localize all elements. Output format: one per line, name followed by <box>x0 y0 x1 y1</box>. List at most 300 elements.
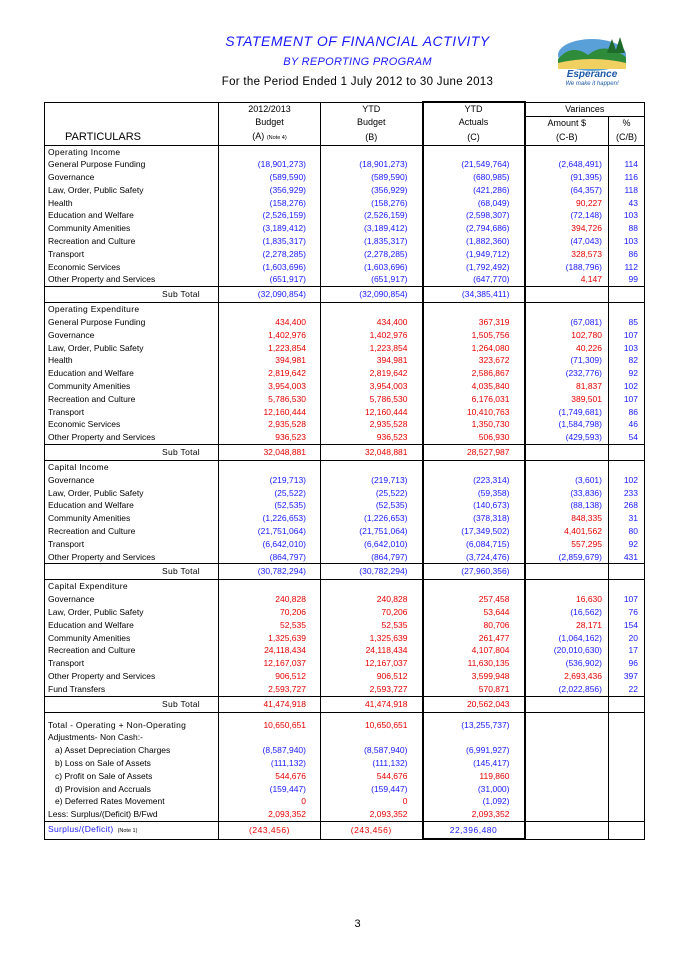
row-label: Governance <box>45 171 219 184</box>
row-label: Transport <box>45 406 219 419</box>
ytd-actual-cell: (17,349,502) <box>423 525 525 538</box>
ytd-actual-cell: (27,960,356) <box>423 564 525 580</box>
row-label: Health <box>45 354 219 367</box>
row-label: b) Loss on Sale of Assets <box>45 757 219 770</box>
section-title-row <box>45 145 645 158</box>
table-row <box>45 538 645 551</box>
budget-cell: (158,276) <box>219 197 321 210</box>
less-bfwd-row <box>45 808 645 821</box>
ytd-budget-cell: (1,603,696) <box>321 261 423 274</box>
budget-col-letter: (A) <box>252 130 265 141</box>
variance-pct-cell <box>609 287 645 303</box>
ytd-actual-header-1: YTD <box>423 102 525 116</box>
variance-amount-cell <box>525 821 609 839</box>
row-label: Transport <box>45 657 219 670</box>
variance-amount-cell <box>525 287 609 303</box>
ytd-actual-cell: 4,107,804 <box>423 644 525 657</box>
variances-header: Variances <box>525 102 645 116</box>
variance-pct-cell <box>609 795 645 808</box>
budget-cell: (8,587,940) <box>219 744 321 757</box>
ytd-budget-cell: (219,713) <box>321 474 423 487</box>
ytd-budget-cell: 70,206 <box>321 606 423 619</box>
row-label: Education and Welfare <box>45 367 219 380</box>
table-row <box>45 209 645 222</box>
ytd-budget-cell: 24,118,434 <box>321 644 423 657</box>
ytd-budget-cell: (111,132) <box>321 757 423 770</box>
variance-amount-cell: (2,022,856) <box>558 683 602 694</box>
variance-pct-cell: 99 <box>609 273 645 286</box>
variance-pct-cell <box>609 145 645 158</box>
budget-cell: (1,835,317) <box>219 235 321 248</box>
ytd-budget-cell: (589,590) <box>321 171 423 184</box>
ytd-budget-cell: (864,797) <box>321 551 423 564</box>
ytd-actual-cell: (34,385,411) <box>423 287 525 303</box>
ytd-actual-cell: (1,792,492) <box>423 261 525 274</box>
variance-amount-cell <box>525 461 609 474</box>
variance-pct-cell <box>609 808 645 821</box>
budget-cell: 2,819,642 <box>219 367 321 380</box>
row-label: Community Amenities <box>45 512 219 525</box>
variance-pct-cell: 85 <box>609 316 645 329</box>
ytd-budget-cell: (651,917) <box>321 273 423 286</box>
variance-amount-cell <box>525 757 609 770</box>
row-label: Economic Services <box>45 261 219 274</box>
budget-cell: 936,523 <box>219 431 321 444</box>
ytd-actual-cell: 323,672 <box>423 354 525 367</box>
variance-amount-cell: (1,064,162) <box>558 632 602 643</box>
variance-amount-cell: 40,226 <box>576 342 602 353</box>
row-label: e) Deferred Rates Movement <box>45 795 219 808</box>
budget-cell: (6,642,010) <box>219 538 321 551</box>
variance-amount-cell <box>525 580 609 593</box>
ytd-budget-cell: 936,523 <box>321 431 423 444</box>
ytd-budget-cell: (1,226,653) <box>321 512 423 525</box>
ytd-actual-cell: 10,410,763 <box>423 406 525 419</box>
row-label: Recreation and Culture <box>45 393 219 406</box>
subtotal-label: Sub Total <box>45 287 219 303</box>
ytd-budget-cell: 1,325,639 <box>321 632 423 645</box>
table-row <box>45 248 645 261</box>
section-title-row <box>45 580 645 593</box>
table-row <box>45 487 645 500</box>
row-label: Community Amenities <box>45 222 219 235</box>
amount-header-2: (C-B) <box>525 130 609 146</box>
adjustment-row <box>45 783 645 796</box>
ytd-actual-cell: 28,527,987 <box>423 445 525 461</box>
variance-pct-cell: 268 <box>609 499 645 512</box>
row-label: Law, Order, Public Safety <box>45 342 219 355</box>
ytd-budget-header-1: YTD <box>321 102 423 116</box>
adjustments-label-row <box>45 731 645 744</box>
ytd-actual-cell: 119,860 <box>423 770 525 783</box>
variance-pct-cell: 80 <box>609 525 645 538</box>
variance-amount-cell: (2,859,679) <box>558 551 602 562</box>
variance-amount-cell: (91,395) <box>570 172 602 183</box>
variance-pct-cell: 88 <box>609 222 645 235</box>
budget-cell: (52,535) <box>219 499 321 512</box>
row-label: Community Amenities <box>45 380 219 393</box>
table-row <box>45 393 645 406</box>
ytd-budget-cell: 12,167,037 <box>321 657 423 670</box>
variance-pct-cell: 431 <box>609 551 645 564</box>
ytd-budget-cell: (2,278,285) <box>321 248 423 261</box>
variance-pct-cell: 103 <box>609 235 645 248</box>
row-label: c) Profit on Sale of Assets <box>45 770 219 783</box>
logo-tagline: We make it happen! <box>565 81 619 87</box>
variance-pct-cell <box>609 564 645 580</box>
pct-header-2: (C/B) <box>609 130 645 146</box>
ytd-actual-cell <box>423 145 525 158</box>
variance-pct-cell: 112 <box>609 261 645 274</box>
row-label: Recreation and Culture <box>45 525 219 538</box>
ytd-budget-cell: (3,189,412) <box>321 222 423 235</box>
ytd-actual-header-2: Actuals <box>423 116 525 130</box>
ytd-actual-cell: 2,093,352 <box>423 808 525 821</box>
budget-cell: 24,118,434 <box>219 644 321 657</box>
ytd-actual-cell: 1,505,756 <box>423 329 525 342</box>
amount-header-1: Amount $ <box>547 117 587 128</box>
ytd-actual-cell: (145,417) <box>423 757 525 770</box>
table-row <box>45 367 645 380</box>
ytd-actual-cell: (680,985) <box>423 171 525 184</box>
table-row <box>45 235 645 248</box>
budget-cell: (1,226,653) <box>219 512 321 525</box>
variance-amount-cell: 557,295 <box>571 538 602 549</box>
ytd-budget-cell: (159,447) <box>321 783 423 796</box>
subtotal-row <box>45 287 645 303</box>
ytd-actual-cell: (59,358) <box>423 487 525 500</box>
ytd-budget-cell: 41,474,918 <box>321 696 423 712</box>
variance-pct-cell: 22 <box>609 683 645 696</box>
ytd-actual-cell: (2,794,686) <box>423 222 525 235</box>
ytd-budget-cell: (1,835,317) <box>321 235 423 248</box>
variance-pct-cell: 114 <box>609 158 645 171</box>
table-row <box>45 499 645 512</box>
ytd-budget-cell <box>321 145 423 158</box>
blank-header-cell <box>45 116 219 130</box>
ytd-budget-cell: 544,676 <box>321 770 423 783</box>
variance-amount-cell: 4,401,562 <box>564 526 602 537</box>
table-row <box>45 222 645 235</box>
variance-amount-cell: (188,796) <box>565 261 602 272</box>
row-label: Recreation and Culture <box>45 235 219 248</box>
variance-amount-cell: (33,836) <box>570 487 602 498</box>
ytd-budget-cell <box>321 303 423 316</box>
section-title: Capital Expenditure <box>45 580 219 593</box>
ytd-budget-cell: (8,587,940) <box>321 744 423 757</box>
budget-cell: (1,603,696) <box>219 261 321 274</box>
variance-amount-cell: 389,501 <box>571 393 602 404</box>
ytd-budget-cell: (52,535) <box>321 499 423 512</box>
ytd-budget-cell: 52,535 <box>321 619 423 632</box>
table-body <box>45 102 645 839</box>
row-label: Transport <box>45 248 219 261</box>
budget-cell: 2,593,727 <box>219 683 321 696</box>
row-label: Other Property and Services <box>45 670 219 683</box>
row-label: a) Asset Depreciation Charges <box>45 744 219 757</box>
ytd-budget-cell: 2,093,352 <box>321 808 423 821</box>
ytd-budget-cell: 2,593,727 <box>321 683 423 696</box>
budget-cell: (21,751,064) <box>219 525 321 538</box>
variance-pct-cell: 31 <box>609 512 645 525</box>
variance-pct-cell <box>609 580 645 593</box>
row-label: Education and Welfare <box>45 209 219 222</box>
header-row-3 <box>45 130 645 146</box>
ytd-actual-cell: (223,314) <box>423 474 525 487</box>
ytd-actual-cell: (1,882,360) <box>423 235 525 248</box>
table-row <box>45 329 645 342</box>
table-row <box>45 261 645 274</box>
row-label: Other Property and Services <box>45 551 219 564</box>
header-row-1 <box>45 102 645 116</box>
particulars-header: PARTICULARS <box>45 130 219 146</box>
ytd-budget-cell: 10,650,651 <box>321 719 423 732</box>
budget-cell: 12,160,444 <box>219 406 321 419</box>
budget-cell: (864,797) <box>219 551 321 564</box>
variance-amount-cell: (1,584,798) <box>558 419 602 430</box>
table-row <box>45 380 645 393</box>
variance-amount-cell: (71,309) <box>570 355 602 366</box>
budget-cell: 0 <box>219 795 321 808</box>
variance-pct-cell: 107 <box>609 393 645 406</box>
ytd-actual-cell: 22,396,480 <box>423 821 525 839</box>
variance-pct-cell: 17 <box>609 644 645 657</box>
variance-amount-cell: 2,693,436 <box>564 670 602 681</box>
ytd-actual-cell: 367,319 <box>423 316 525 329</box>
ytd-actual-cell: 3,599,948 <box>423 670 525 683</box>
ytd-budget-cell: 0 <box>321 795 423 808</box>
ytd-budget-cell: 3,954,003 <box>321 380 423 393</box>
budget-cell: (219,713) <box>219 474 321 487</box>
row-label: Education and Welfare <box>45 499 219 512</box>
variance-amount-cell: 81,837 <box>576 381 602 392</box>
ytd-actual-cell: (6,084,715) <box>423 538 525 551</box>
total-row <box>45 719 645 732</box>
variance-pct-cell: 96 <box>609 657 645 670</box>
ytd-actual-cell: 53,644 <box>423 606 525 619</box>
table-row <box>45 316 645 329</box>
variance-amount-cell: (1,749,681) <box>558 406 602 417</box>
ytd-budget-cell: 32,048,881 <box>321 445 423 461</box>
budget-cell: 1,325,639 <box>219 632 321 645</box>
table-row <box>45 619 645 632</box>
row-label: Law, Order, Public Safety <box>45 184 219 197</box>
row-label: Community Amenities <box>45 632 219 645</box>
budget-cell <box>219 731 321 744</box>
surplus-note: (Note 1) <box>117 827 138 834</box>
variance-amount-cell: 848,335 <box>571 513 602 524</box>
adjustment-row <box>45 744 645 757</box>
ytd-actual-cell: 4,035,840 <box>423 380 525 393</box>
budget-cell: (18,901,273) <box>219 158 321 171</box>
variance-amount-cell: (3,601) <box>575 474 602 485</box>
subtotal-row <box>45 445 645 461</box>
ytd-budget-cell: 240,828 <box>321 593 423 606</box>
subtotal-label: Sub Total <box>45 445 219 461</box>
variance-amount-cell <box>525 808 609 821</box>
ytd-actual-cell: (421,286) <box>423 184 525 197</box>
ytd-budget-header-2: Budget <box>321 116 423 130</box>
section-title-row <box>45 303 645 316</box>
ytd-budget-cell: 2,935,528 <box>321 418 423 431</box>
table-row <box>45 683 645 696</box>
budget-cell: 12,167,037 <box>219 657 321 670</box>
table-row <box>45 632 645 645</box>
row-label: General Purpose Funding <box>45 158 219 171</box>
variance-pct-cell <box>609 757 645 770</box>
table-row <box>45 474 645 487</box>
row-label: Law, Order, Public Safety <box>45 487 219 500</box>
row-label: Governance <box>45 329 219 342</box>
table-row <box>45 551 645 564</box>
variance-pct-cell: 107 <box>609 329 645 342</box>
row-label: Fund Transfers <box>45 683 219 696</box>
pct-header-1: % <box>609 116 645 130</box>
variance-pct-cell <box>609 719 645 732</box>
ytd-budget-cell: (32,090,854) <box>321 287 423 303</box>
budget-cell: 10,650,651 <box>219 719 321 732</box>
table-row <box>45 525 645 538</box>
budget-cell: (111,132) <box>219 757 321 770</box>
ytd-budget-cell: (6,642,010) <box>321 538 423 551</box>
table-row <box>45 171 645 184</box>
ytd-actual-cell <box>423 461 525 474</box>
row-label: Governance <box>45 593 219 606</box>
ytd-actual-cell: 11,630,135 <box>423 657 525 670</box>
row-label: Less: Surplus/(Deficit) B/Fwd <box>45 808 219 821</box>
table-row <box>45 593 645 606</box>
ytd-budget-cell: (2,526,159) <box>321 209 423 222</box>
variance-amount-cell <box>525 770 609 783</box>
budget-cell: (25,522) <box>219 487 321 500</box>
statement-subtitle: BY REPORTING PROGRAM <box>283 56 432 68</box>
ytd-actual-cell <box>423 731 525 744</box>
budget-cell: 3,954,003 <box>219 380 321 393</box>
variance-pct-cell <box>609 461 645 474</box>
subtotal-row <box>45 564 645 580</box>
adjustments-label: Adjustments- Non Cash:- <box>45 731 219 744</box>
budget-header-1: 2012/2013 <box>219 102 321 116</box>
ytd-actual-cell: 6,176,031 <box>423 393 525 406</box>
ytd-actual-cell: 570,871 <box>423 683 525 696</box>
variance-amount-cell <box>525 731 609 744</box>
surplus-label-cell <box>45 821 219 839</box>
ytd-budget-cell: 906,512 <box>321 670 423 683</box>
budget-header-2: Budget <box>219 116 321 130</box>
variance-pct-cell: 20 <box>609 632 645 645</box>
ytd-actual-cell: 506,930 <box>423 431 525 444</box>
variance-amount-cell: (536,902) <box>565 658 602 669</box>
variance-pct-cell: 154 <box>609 619 645 632</box>
variance-pct-cell: 82 <box>609 354 645 367</box>
subtotal-label: Sub Total <box>45 564 219 580</box>
row-label: Economic Services <box>45 418 219 431</box>
section-title: Capital Income <box>45 461 219 474</box>
ytd-budget-cell <box>321 580 423 593</box>
variance-pct-cell <box>609 770 645 783</box>
statement-title: STATEMENT OF FINANCIAL ACTIVITY <box>225 33 490 49</box>
adjustment-row <box>45 770 645 783</box>
budget-cell: 41,474,918 <box>219 696 321 712</box>
variance-amount-cell: (72,148) <box>570 210 602 221</box>
surplus-row <box>45 821 645 839</box>
ytd-actual-cell: (6,991,927) <box>423 744 525 757</box>
ytd-budget-cell: (18,901,273) <box>321 158 423 171</box>
variance-amount-cell: 4,147 <box>580 274 602 285</box>
variance-pct-cell: 46 <box>609 418 645 431</box>
variance-amount-cell: (88,138) <box>570 500 602 511</box>
variance-pct-cell: 107 <box>609 593 645 606</box>
variance-pct-cell: 397 <box>609 670 645 683</box>
ytd-budget-header-3: (B) <box>321 130 423 146</box>
variance-pct-cell: 116 <box>609 171 645 184</box>
variance-pct-cell: 92 <box>609 367 645 380</box>
variance-amount-cell: 394,726 <box>571 223 602 234</box>
budget-cell: 544,676 <box>219 770 321 783</box>
ytd-actual-cell: (13,255,737) <box>423 719 525 732</box>
ytd-actual-cell: (378,318) <box>423 512 525 525</box>
row-label: Governance <box>45 474 219 487</box>
logo-name: Esperance <box>566 69 618 80</box>
table-row <box>45 606 645 619</box>
budget-note: (Note 4) <box>266 134 287 141</box>
variance-pct-cell <box>609 744 645 757</box>
ytd-actual-cell: 20,562,043 <box>423 696 525 712</box>
table-row <box>45 158 645 171</box>
row-label: d) Provision and Accruals <box>45 783 219 796</box>
budget-cell <box>219 145 321 158</box>
table-row <box>45 197 645 210</box>
ytd-actual-cell: (1,092) <box>423 795 525 808</box>
budget-cell: (159,447) <box>219 783 321 796</box>
adjustment-row <box>45 795 645 808</box>
blank-header-cell <box>45 102 219 116</box>
variance-amount-cell: (429,593) <box>565 432 602 443</box>
table-row <box>45 184 645 197</box>
budget-cell: 2,935,528 <box>219 418 321 431</box>
budget-cell: 1,223,854 <box>219 342 321 355</box>
budget-cell: (3,189,412) <box>219 222 321 235</box>
budget-cell: (243,456) <box>219 821 321 839</box>
ytd-budget-cell: 12,160,444 <box>321 406 423 419</box>
row-label: Education and Welfare <box>45 619 219 632</box>
ytd-actual-cell: 1,264,080 <box>423 342 525 355</box>
variance-amount-cell <box>525 145 609 158</box>
ytd-budget-cell: (25,522) <box>321 487 423 500</box>
budget-cell: 2,093,352 <box>219 808 321 821</box>
budget-cell <box>219 580 321 593</box>
table-row <box>45 657 645 670</box>
statement-period: For the Period Ended 1 July 2012 to 30 June 2013 <box>221 76 494 88</box>
header-row-2 <box>45 116 645 130</box>
variance-amount-cell <box>525 445 609 461</box>
table-row <box>45 354 645 367</box>
ytd-actual-cell <box>423 303 525 316</box>
page-number: 3 <box>354 918 361 930</box>
variance-pct-cell: 233 <box>609 487 645 500</box>
budget-cell: 906,512 <box>219 670 321 683</box>
row-label: Other Property and Services <box>45 273 219 286</box>
ytd-actual-cell <box>423 580 525 593</box>
ytd-actual-cell: 261,477 <box>423 632 525 645</box>
ytd-budget-cell: 1,402,976 <box>321 329 423 342</box>
section-title: Operating Income <box>45 145 219 158</box>
row-label: General Purpose Funding <box>45 316 219 329</box>
row-label: Law, Order, Public Safety <box>45 606 219 619</box>
surplus-label: Surplus/(Deficit) <box>48 823 114 834</box>
variance-amount-cell: 28,171 <box>576 619 602 630</box>
budget-cell: (2,278,285) <box>219 248 321 261</box>
